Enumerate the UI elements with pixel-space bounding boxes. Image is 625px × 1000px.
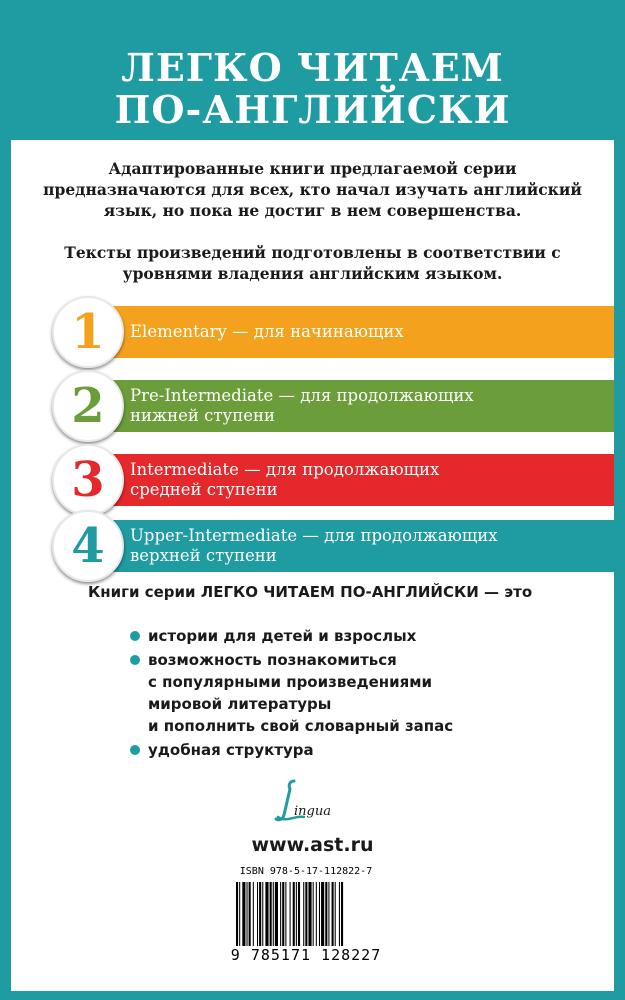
barcode-bar (328, 882, 329, 946)
barcode-bar (290, 882, 291, 946)
isbn-number: ISBN 978-5-17-112822-7 (239, 866, 373, 877)
level-4-label (130, 520, 590, 572)
level-3-number: 3 (52, 444, 124, 516)
barcode-bar (273, 882, 274, 946)
barcode-bar (242, 882, 245, 946)
barcode-digits: 9 785171 128227 (230, 946, 382, 964)
level-4-row (0, 510, 625, 582)
level-2-label (130, 380, 590, 432)
barcode-bar (293, 882, 295, 946)
level-1-row (0, 296, 625, 368)
barcode-bar (262, 882, 263, 946)
intro-paragraph-1: Адаптированные книги предлагаемой серии предназначаются для всех, кто начал изучать английский язык, но пока не достиг в нем совершенства. (43, 159, 582, 220)
barcode-bar (282, 882, 284, 946)
series-heading: Книги серии ЛЕГКО ЧИТАЕМ ПО-АНГЛИЙСКИ — это (88, 583, 533, 601)
barcode-bar (239, 882, 240, 946)
list-item (130, 625, 600, 647)
level-2-row (0, 370, 625, 442)
title-line-1: ЛЕГКО ЧИТАЕМ (121, 45, 504, 90)
intro-paragraph-2: Тексты произведений подготовлены в соответствии с уровнями владения английским языком. (64, 243, 561, 283)
barcode-bar (335, 882, 336, 946)
barcode-bar (313, 882, 314, 946)
level-3-label-line1: Intermediate — для продолжающих (130, 460, 440, 479)
level-2-number: 2 (52, 370, 124, 442)
barcode-bar (259, 882, 261, 946)
list-item (130, 649, 600, 737)
level-4-number: 4 (52, 510, 124, 582)
barcode-bar (341, 882, 343, 946)
barcode-bar (321, 882, 324, 946)
barcode-bar (316, 882, 317, 946)
barcode-bar (247, 882, 248, 946)
barcode-bar (332, 882, 334, 946)
level-2-label-line1: Pre-Intermediate — для продолжающих (130, 386, 474, 405)
barcode-bar (319, 882, 320, 946)
barcode-bars (236, 882, 376, 946)
level-3-row (0, 444, 625, 516)
list-item-text: возможность познакомиться с популярными произведениями мировой литературы и пополнить свой словарный запас (148, 651, 454, 735)
header-banner (0, 0, 625, 140)
barcode (226, 866, 386, 972)
barcode-bar (308, 882, 311, 946)
list-item-text: истории для детей и взрослых (148, 627, 417, 645)
list-item (130, 739, 600, 761)
barcode-bar (270, 882, 272, 946)
barcode-bar (265, 882, 268, 946)
barcode-bar (275, 882, 278, 946)
barcode-bar (303, 882, 304, 946)
bullet-dot-icon (130, 745, 140, 755)
title-line-2: ПО-АНГЛИЙСКИ (114, 87, 511, 132)
website-url: www.ast.ru (251, 834, 374, 856)
barcode-bar (296, 882, 297, 946)
list-item-text: удобная структура (148, 741, 314, 759)
barcode-bar (253, 882, 254, 946)
barcode-bar (339, 882, 340, 946)
bullet-dot-icon (130, 631, 140, 641)
barcode-bar (236, 882, 238, 946)
barcode-bar (280, 882, 281, 946)
level-3-label-line2: средней ступени (130, 480, 278, 499)
bullet-dot-icon (130, 655, 140, 665)
barcode-bar (249, 882, 251, 946)
level-1-number: 1 (52, 296, 124, 368)
barcode-bar (285, 882, 286, 946)
level-1-label-line1: Elementary — для начинающих (130, 322, 404, 341)
level-4-label-line1: Upper-Intermediate — для продолжающих (130, 526, 498, 545)
barcode-bar (305, 882, 307, 946)
level-4-label-line2: верхней ступени (130, 546, 277, 565)
barcode-bar (298, 882, 300, 946)
level-2-label-line2: нижней ступени (130, 406, 276, 425)
barcode-bar (325, 882, 327, 946)
level-3-label (130, 454, 590, 506)
feature-list (130, 625, 600, 763)
level-1-label (130, 306, 590, 358)
lingua-logo-icon (264, 775, 344, 825)
barcode-bar (257, 882, 258, 946)
svg-text:ingua: ingua (294, 804, 331, 819)
